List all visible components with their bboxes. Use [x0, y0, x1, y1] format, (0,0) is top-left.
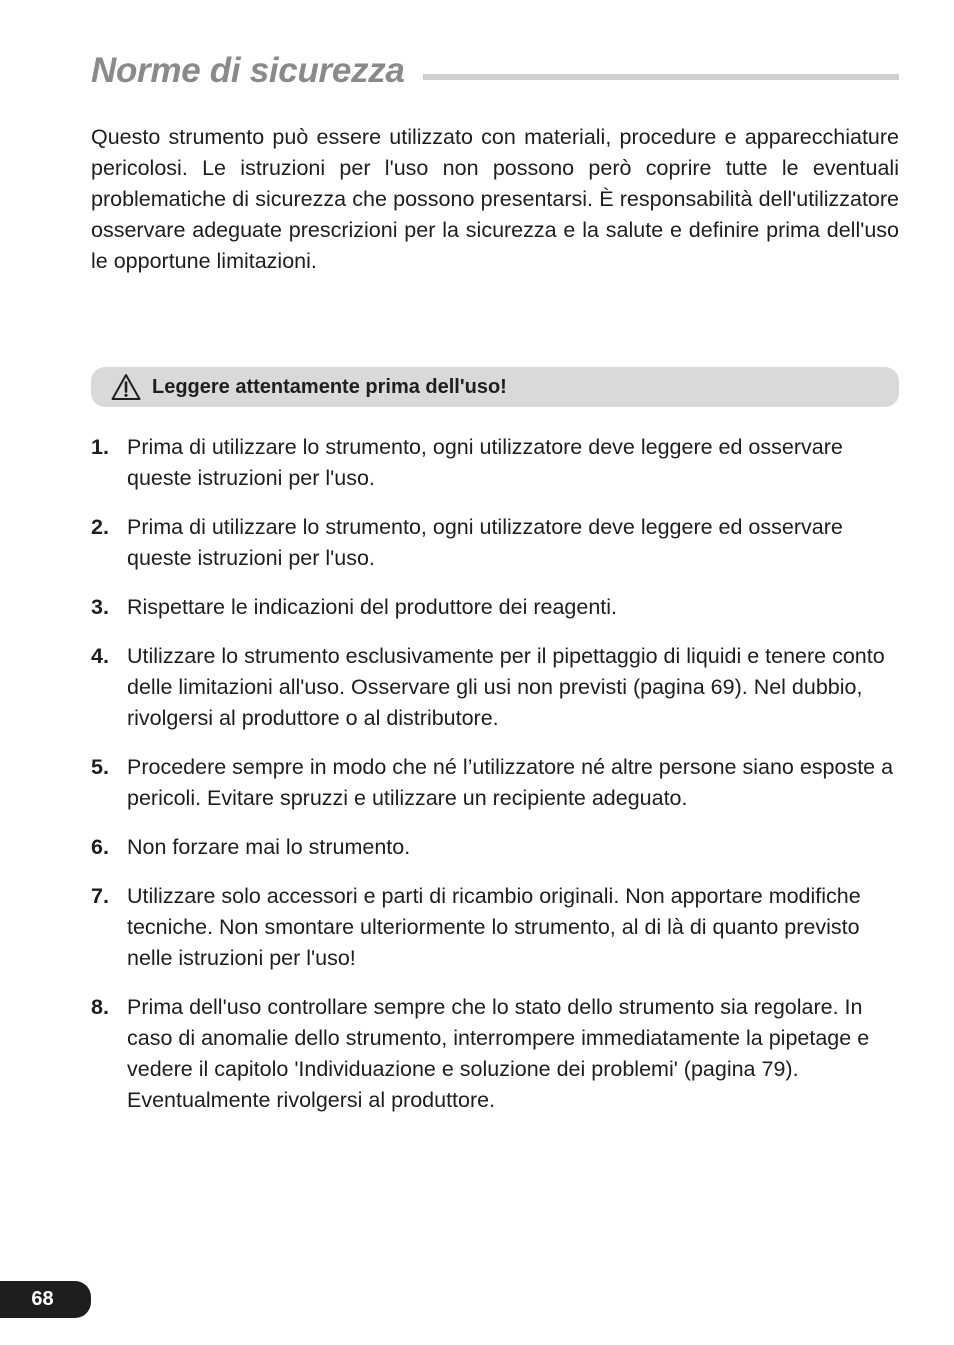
- list-item: [91, 641, 899, 734]
- list-item-number: 4.: [91, 644, 109, 668]
- list-item: [91, 432, 899, 494]
- safety-rules-list: [91, 432, 899, 1134]
- page-number: 68: [31, 1288, 54, 1310]
- list-item: [91, 592, 899, 623]
- list-item-text: Utilizzare lo strumento esclusivamente per il pipettaggio di liquidi e tenere conto delle limitazioni all'uso. Osservare gli usi non previsti (pagina 69). Nel dubbio, rivolgersi al produttore o al distributore.: [127, 644, 885, 730]
- list-item-number: 8.: [91, 995, 109, 1019]
- list-item-text: Utilizzare solo accessori e parti di ricambio originali. Non apportare modifiche tecniche. Non smontare ulteriormente lo strumento, al di là di quanto previsto nelle istruzioni per l'uso!: [127, 884, 861, 970]
- intro-paragraph: Questo strumento può essere utilizzato con materiali, procedure e apparecchiature pericolosi. Le istruzioni per l'uso non possono però coprire tutte le eventuali problematiche di sicurezza che possono presentarsi. È responsabilità dell'utilizzatore osservare adeguate prescrizioni per la sicurezza e la salute e definire prima dell'uso le opportune limitazioni.: [91, 125, 899, 273]
- list-item: [91, 881, 899, 974]
- list-item-number: 2.: [91, 515, 109, 539]
- list-item-text: Non forzare mai lo strumento.: [127, 835, 411, 859]
- list-item: [91, 832, 899, 863]
- list-item-number: 3.: [91, 595, 109, 619]
- list-item-number: 7.: [91, 884, 109, 908]
- list-item: [91, 512, 899, 574]
- page-header: [91, 46, 899, 96]
- page-title: Norme di sicurezza: [91, 51, 405, 90]
- list-item-number: 6.: [91, 835, 109, 859]
- list-item-text: Prima di utilizzare lo strumento, ogni utilizzatore deve leggere ed osservare queste istruzioni per l'uso.: [127, 515, 843, 570]
- list-item-number: 1.: [91, 435, 109, 459]
- list-item-text: Prima di utilizzare lo strumento, ogni utilizzatore deve leggere ed osservare queste istruzioni per l'uso.: [127, 435, 843, 490]
- warning-banner: [91, 367, 899, 407]
- list-item-text: Procedere sempre in modo che né l’utilizzatore né altre persone siano esposte a pericoli. Evitare spruzzi e utilizzare un recipiente adeguato.: [127, 755, 894, 810]
- list-item: [91, 752, 899, 814]
- page-number-badge: [0, 1281, 91, 1318]
- list-item-number: 5.: [91, 755, 109, 779]
- warning-triangle-icon: [111, 373, 141, 401]
- title-rule: [423, 74, 899, 80]
- list-item-text: Rispettare le indicazioni del produttore dei reagenti.: [127, 595, 618, 619]
- list-item: [91, 992, 899, 1116]
- warning-label: Leggere attentamente prima dell'uso!: [152, 375, 507, 398]
- list-item-text: Prima dell'uso controllare sempre che lo stato dello strumento sia regolare. In caso di anomalie dello strumento, interrompere immediatamente la pipetage e vedere il capitolo 'Individuazione e soluzione dei problemi' (pagina 79). Eventualmente rivolgersi al produttore.: [127, 995, 870, 1112]
